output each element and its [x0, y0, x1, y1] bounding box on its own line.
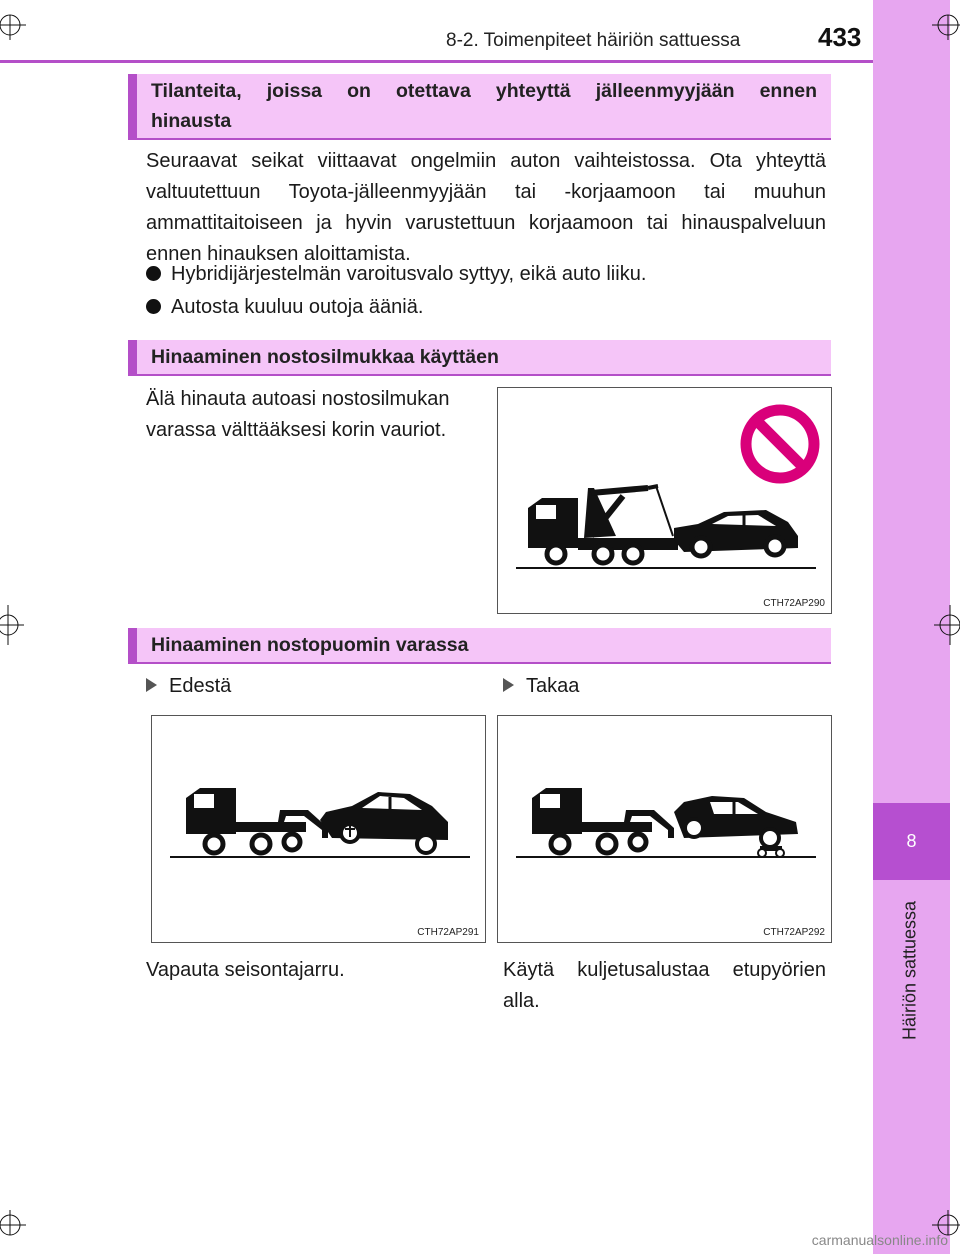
- crop-mark-icon: [0, 1210, 40, 1250]
- bullet-dot-icon: [146, 299, 161, 314]
- bullet-dot-icon: [146, 266, 161, 281]
- page-number: 433: [818, 22, 862, 52]
- crop-mark-icon: [0, 605, 40, 645]
- crop-mark-icon: [920, 605, 960, 645]
- subheading-rear: Takaa: [503, 675, 579, 698]
- arrow-right-icon: [146, 678, 157, 692]
- tow-front-illustration: [152, 716, 485, 942]
- figure-tow-rear: [497, 715, 832, 943]
- section-title: Hinaaminen nostopuomin varassa: [151, 633, 469, 656]
- running-header: 8-2. Toimenpiteet häiriön sattuessa: [446, 30, 741, 51]
- section-paragraph: Älä hinauta autoasi nostosilmukan varassa välttääksesi korin vauriot.: [146, 388, 450, 441]
- figure-code: CTH72AP291: [417, 927, 479, 938]
- arrow-right-icon: [503, 678, 514, 692]
- section-heading-lifting-eye: [128, 340, 831, 376]
- section-title: Tilanteita, joissa on otettava yhteyttä jälleenmyyjään ennen hinausta: [151, 80, 817, 132]
- tow-sling-illustration: [498, 388, 831, 613]
- figure-tow-front: [151, 715, 486, 943]
- figure-code: CTH72AP290: [763, 598, 825, 609]
- section-heading-contact-dealer: [128, 74, 831, 140]
- chapter-number-tab[interactable]: [873, 803, 950, 880]
- bullet-item: Autosta kuuluu outoja ääniä.: [146, 296, 423, 319]
- watermark: carmanualsonline.info: [811, 1232, 948, 1248]
- figure-code: CTH72AP292: [763, 927, 825, 938]
- subheading-front: Edestä: [146, 675, 231, 698]
- crop-mark-icon: [920, 0, 960, 40]
- chapter-label: Häiriön sattuessa: [899, 900, 920, 1040]
- caption-front: Vapauta seisontajarru.: [146, 959, 345, 981]
- prohibition-icon: [746, 410, 814, 478]
- header-rule: [0, 60, 950, 63]
- crop-mark-icon: [0, 0, 40, 40]
- bullet-item: Hybridijärjestelmän varoitusvalo syttyy, eikä auto liiku.: [146, 263, 646, 286]
- tow-rear-illustration: [498, 716, 831, 942]
- section-heading-boom: [128, 628, 831, 664]
- caption-rear: Käytä kuljetusalustaa etupyörien alla.: [503, 959, 826, 1012]
- section-title: Hinaaminen nostosilmukkaa käyttäen: [151, 345, 499, 368]
- figure-tow-truck-sling: [497, 387, 832, 614]
- section-paragraph: Seuraavat seikat viittaavat ongelmiin auton vaihteistossa. Ota yhteyttä valtuutettuun Toyota-jälleenmyyjään tai -korjaamoon tai muuhun ammattitaitoiseen ja hyvin varustettuun korjaamoon tai hinauspalveluun ennen hinauksen aloittamista.: [146, 150, 826, 265]
- chapter-number: 8: [906, 831, 917, 851]
